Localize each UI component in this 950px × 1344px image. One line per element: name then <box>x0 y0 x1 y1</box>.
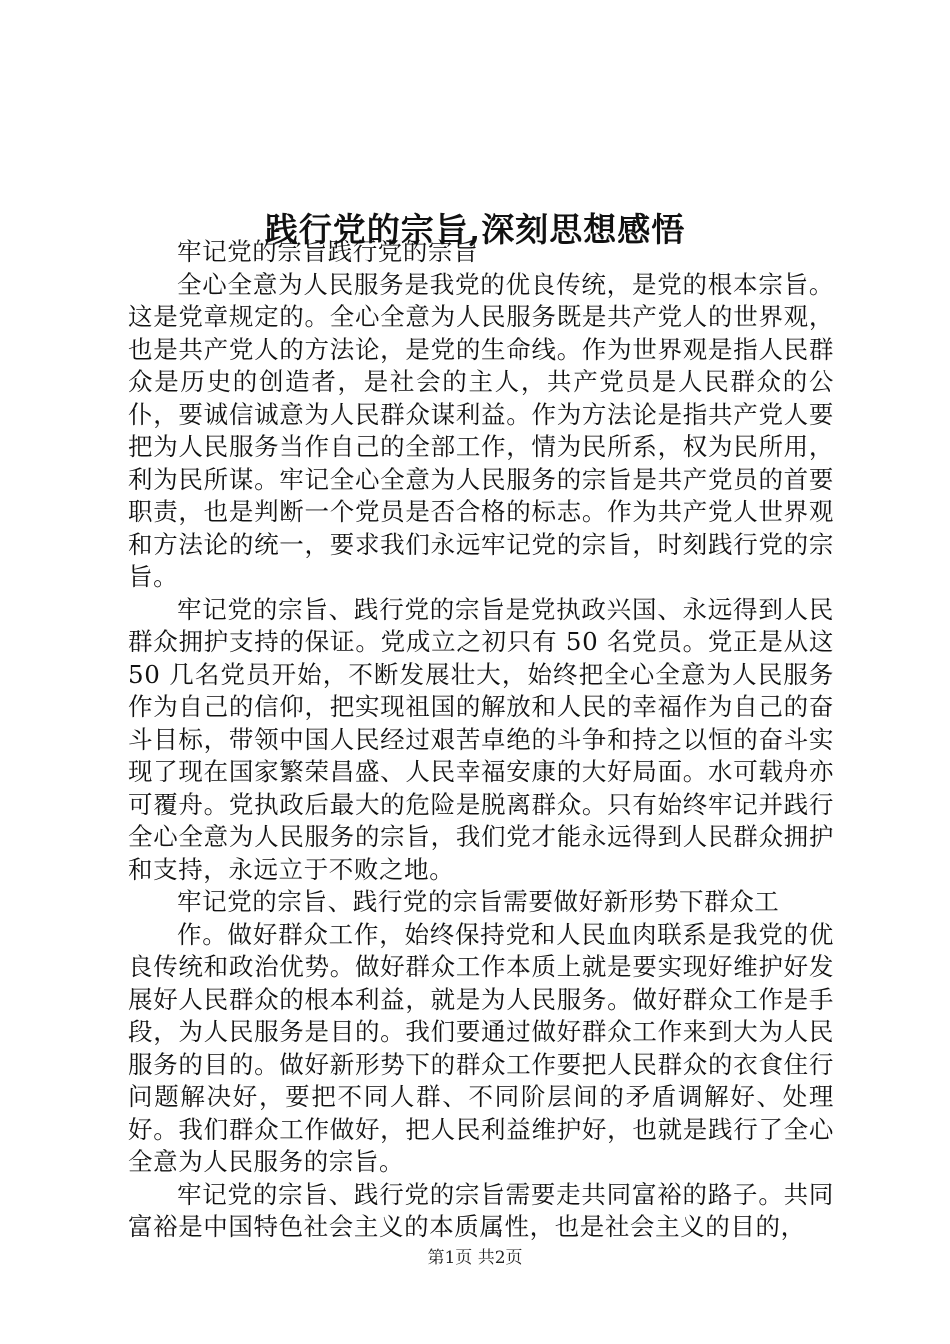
section-heading: 牢记党的宗旨践行党的宗旨 <box>177 237 479 266</box>
page-title: 践行党的宗旨,深刻思想感悟 <box>264 210 686 250</box>
document-body <box>128 236 834 1244</box>
paragraph: 全心全意为人民服务是我党的优良传统，是党的根本宗旨。这是党章规定的。全心全意为人民服务既是共产党人的世界观，也是共产党人的方法论，是党的生命线。作为世界观是指人民群众是历史的创造者，是社会的主人，共产党员是人民群众的公仆，要诚信诚意为人民群众谋利益。作为方法论是指共产党人要把为人民服务当作自己的全部工作，情为民所系，权为民所用，利为民所谋。牢记全心全意为人民服务的宗旨是共产党员的首要职责，也是判断一个党员是否合格的标志。作为共产党人世界观和方法论的统一，要求我们永远牢记党的宗旨，时刻践行党的宗旨。 <box>128 269 834 591</box>
paragraph: 作。做好群众工作，始终保持党和人民血肉联系是我党的优良传统和政治优势。做好群众工作本质上就是要实现好维护好发展好人民群众的根本利益，就是为人民服务。做好群众工作是手段，为人民服务是目的。我们要通过做好群众工作来到大为人民服务的目的。做好新形势下的群众工作要把人民群众的衣食住行问题解决好，要把不同人群、不同阶层间的矛盾调解好、处理好。我们群众工作做好，把人民利益维护好，也就是践行了全心全意为人民服务的宗旨。 <box>128 919 834 1176</box>
page-number-footer: 第1页 共2页 <box>427 1248 523 1268</box>
paragraph: 牢记党的宗旨、践行党的宗旨是党执政兴国、永远得到人民群众拥护支持的保证。党成立之初只有 50 名党员。党正是从这 50 几名党员开始，不断发展壮大，始终把全心全意为人民服务作为自己的信仰，把实现祖国的解放和人民的幸福作为自己的奋斗目标，带领中国人民经过艰苦卓绝的斗争和持之以恒的奋斗实现了现在国家繁荣昌盛、人民幸福安康的大好局面。水可载舟亦可覆舟。党执政后最大的危险是脱离群众。只有始终牢记并践行全心全意为人民服务的宗旨，我们党才能永远得到人民群众拥护和支持，永远立于不败之地。 <box>128 594 834 884</box>
paragraph: 牢记党的宗旨、践行党的宗旨需要做好新形势下群众工 <box>177 887 780 916</box>
paragraph: 牢记党的宗旨、践行党的宗旨需要走共同富裕的路子。共同富裕是中国特色社会主义的本质属性，也是社会主义的目的， <box>128 1179 834 1241</box>
